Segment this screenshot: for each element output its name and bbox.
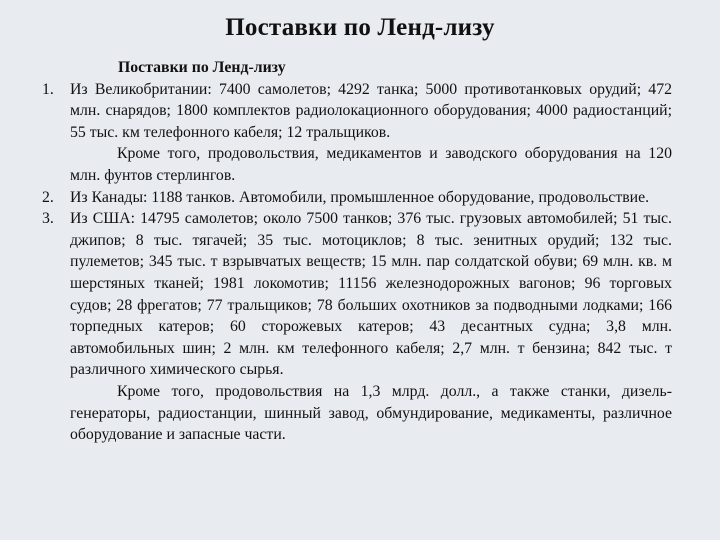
list-item-extra: Кроме того, продовольствия, медикаментов и заводского оборудования на 120 млн. фунтов стерлингов. xyxy=(70,145,672,184)
list-item-extra: Кроме того, продовольствия на 1,3 млрд. долл., а также станки, дизель-генераторы, радиостанции, шинный завод, обмундирование, медикаменты, различное оборудование и запасные части. xyxy=(70,382,672,444)
list-item-canada xyxy=(38,187,672,209)
list-item-text: Из Великобритании: 7400 самолетов; 4292 танка; 5000 противотанковых орудий; 472 млн. снарядов; 1800 комплектов радиолокационного оборудования; 4000 радиостанций; 55 тыс. км телефонного кабеля; 12 тральщиков. xyxy=(70,80,672,141)
slide-title: Поставки по Ленд-лизу xyxy=(225,14,495,41)
list-item-number: 3. xyxy=(42,210,54,228)
supply-list xyxy=(38,79,672,446)
list-item-britain xyxy=(38,79,672,187)
slide-subtitle: Поставки по Ленд-лизу xyxy=(118,59,286,76)
list-item-text: Из США: 14795 самолетов; около 7500 танков; 376 тыс. грузовых автомобилей; 51 тыс. джипов; 8 тыс. тягачей; 35 тыс. мотоциклов; 8 тыс. зенитных орудий; 132 тыс. пулеметов; 345 тыс. т взрывчатых веществ; 15 млн. пар солдатской обуви; 69 млн. кв. м шерстяных тканей; 1981 локомотив; 11156 железнодорожных вагонов; 96 торговых судов; 28 фрегатов; 77 тральщиков; 78 больших охотников за подводными лодками; 166 торпедных катеров; 60 сторожевых катеров; 43 десантных судна; 3,8 млн. автомобильных шин; 2 млн. км телефонного кабеля; 2,7 млн. т бензина; 842 тыс. т различного химического сырья. xyxy=(70,210,672,379)
list-item-number: 1. xyxy=(42,80,54,98)
list-item-number: 2. xyxy=(42,188,54,206)
list-item-usa xyxy=(38,208,672,446)
list-item-text: Из Канады: 1188 танков. Автомобили, промышленное оборудование, продовольствие. xyxy=(70,188,650,206)
slide-content xyxy=(38,57,672,446)
